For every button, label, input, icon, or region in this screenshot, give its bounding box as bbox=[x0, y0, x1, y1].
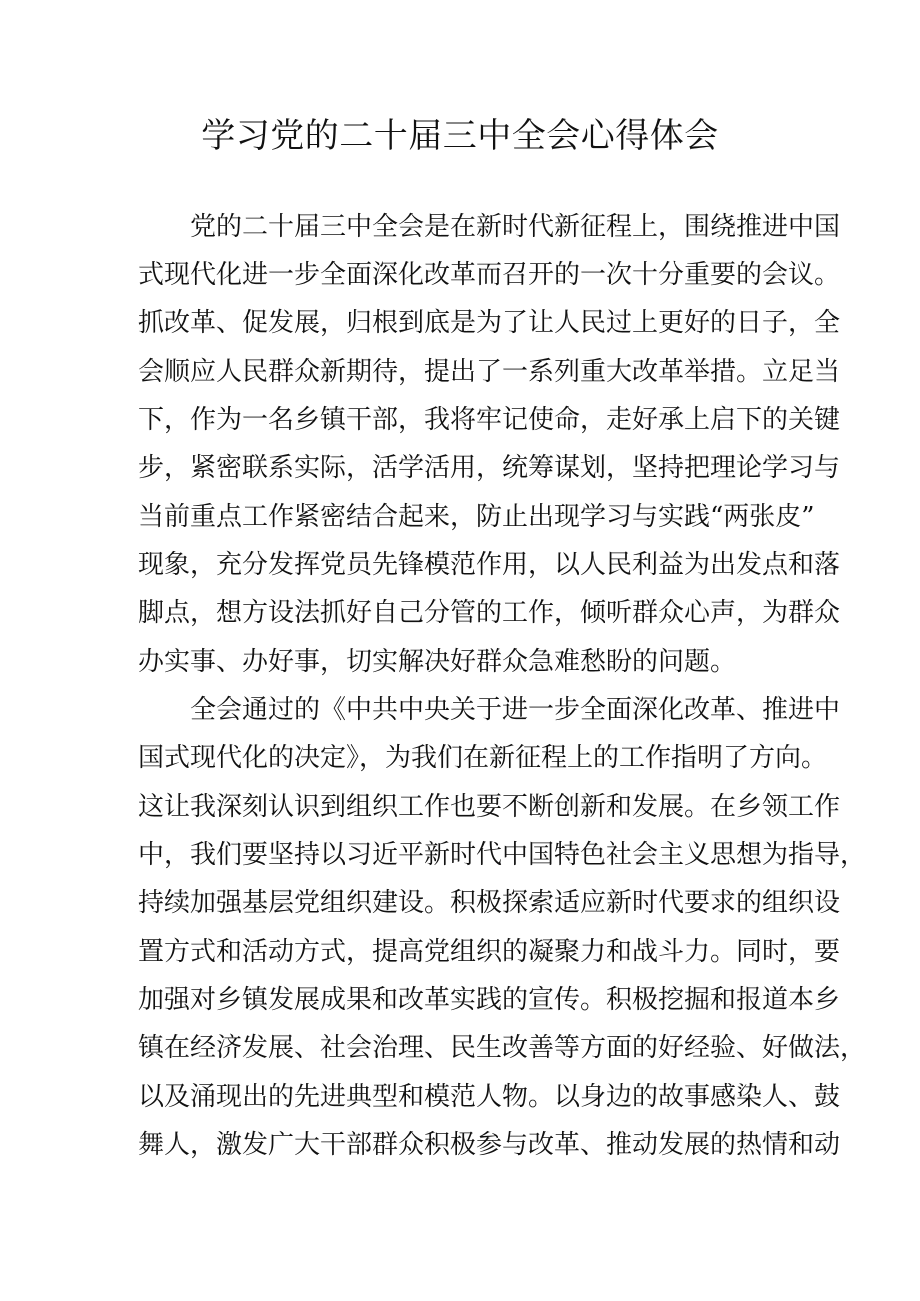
paragraph-line: 镇在经济发展、社会治理、民生改善等方面的好经验、好做法， bbox=[138, 1033, 867, 1063]
paragraph-line: 持续加强基层党组织建设。积极探索适应新时代要求的组织设 bbox=[138, 888, 841, 918]
paragraph-line: 现象，充分发挥党员先锋模范作用，以人民利益为出发点和落 bbox=[138, 550, 841, 580]
paragraph-line: 抓改革、促发展，归根到底是为了让人民过上更好的日子，全 bbox=[138, 308, 841, 338]
paragraph-line: 加强对乡镇发展成果和改革实践的宣传。积极挖掘和报道本乡 bbox=[138, 985, 841, 1015]
paragraph-line: 步，紧密联系实际，活学活用，统筹谋划，坚持把理论学习与 bbox=[138, 453, 841, 483]
paragraph-line: 脚点，想方设法抓好自己分管的工作，倾听群众心声，为群众 bbox=[138, 598, 841, 628]
paragraph-line: 办实事、办好事，切实解决好群众急难愁盼的问题。 bbox=[138, 647, 737, 677]
paragraph-line: 中，我们要坚持以习近平新时代中国特色社会主义思想为指导， bbox=[138, 840, 867, 870]
paragraph-line: 舞人，激发广大干部群众积极参与改革、推动发展的热情和动 bbox=[138, 1130, 841, 1160]
paragraph-line: 以及涌现出的先进典型和模范人物。以身边的故事感染人、鼓 bbox=[138, 1082, 841, 1112]
paragraph-line: 置方式和活动方式，提高党组织的凝聚力和战斗力。同时，要 bbox=[138, 937, 841, 967]
document-title: 学习党的二十届三中全会心得体会 bbox=[201, 116, 719, 156]
paragraph-line: 全会通过的《中共中央关于进一步全面深化改革、推进中 bbox=[190, 695, 841, 725]
paragraph-line: 下，作为一名乡镇干部，我将牢记使命，走好承上启下的关键 bbox=[138, 405, 841, 435]
paragraph-line: 党的二十届三中全会是在新时代新征程上，围绕推进中国 bbox=[190, 212, 841, 242]
paragraph-line: 这让我深刻认识到组织工作也要不断创新和发展。在乡领工作 bbox=[138, 792, 841, 822]
paragraph-line: 式现代化进一步全面深化改革而召开的一次十分重要的会议。 bbox=[138, 260, 841, 290]
paragraph-line: 当前重点工作紧密结合起来，防止出现学习与实践“两张皮” bbox=[138, 502, 815, 532]
paragraph-line: 国式现代化的决定》，为我们在新征程上的工作指明了方向。 bbox=[138, 743, 828, 773]
paragraph-line: 会顺应人民群众新期待，提出了一系列重大改革举措。立足当 bbox=[138, 357, 841, 387]
